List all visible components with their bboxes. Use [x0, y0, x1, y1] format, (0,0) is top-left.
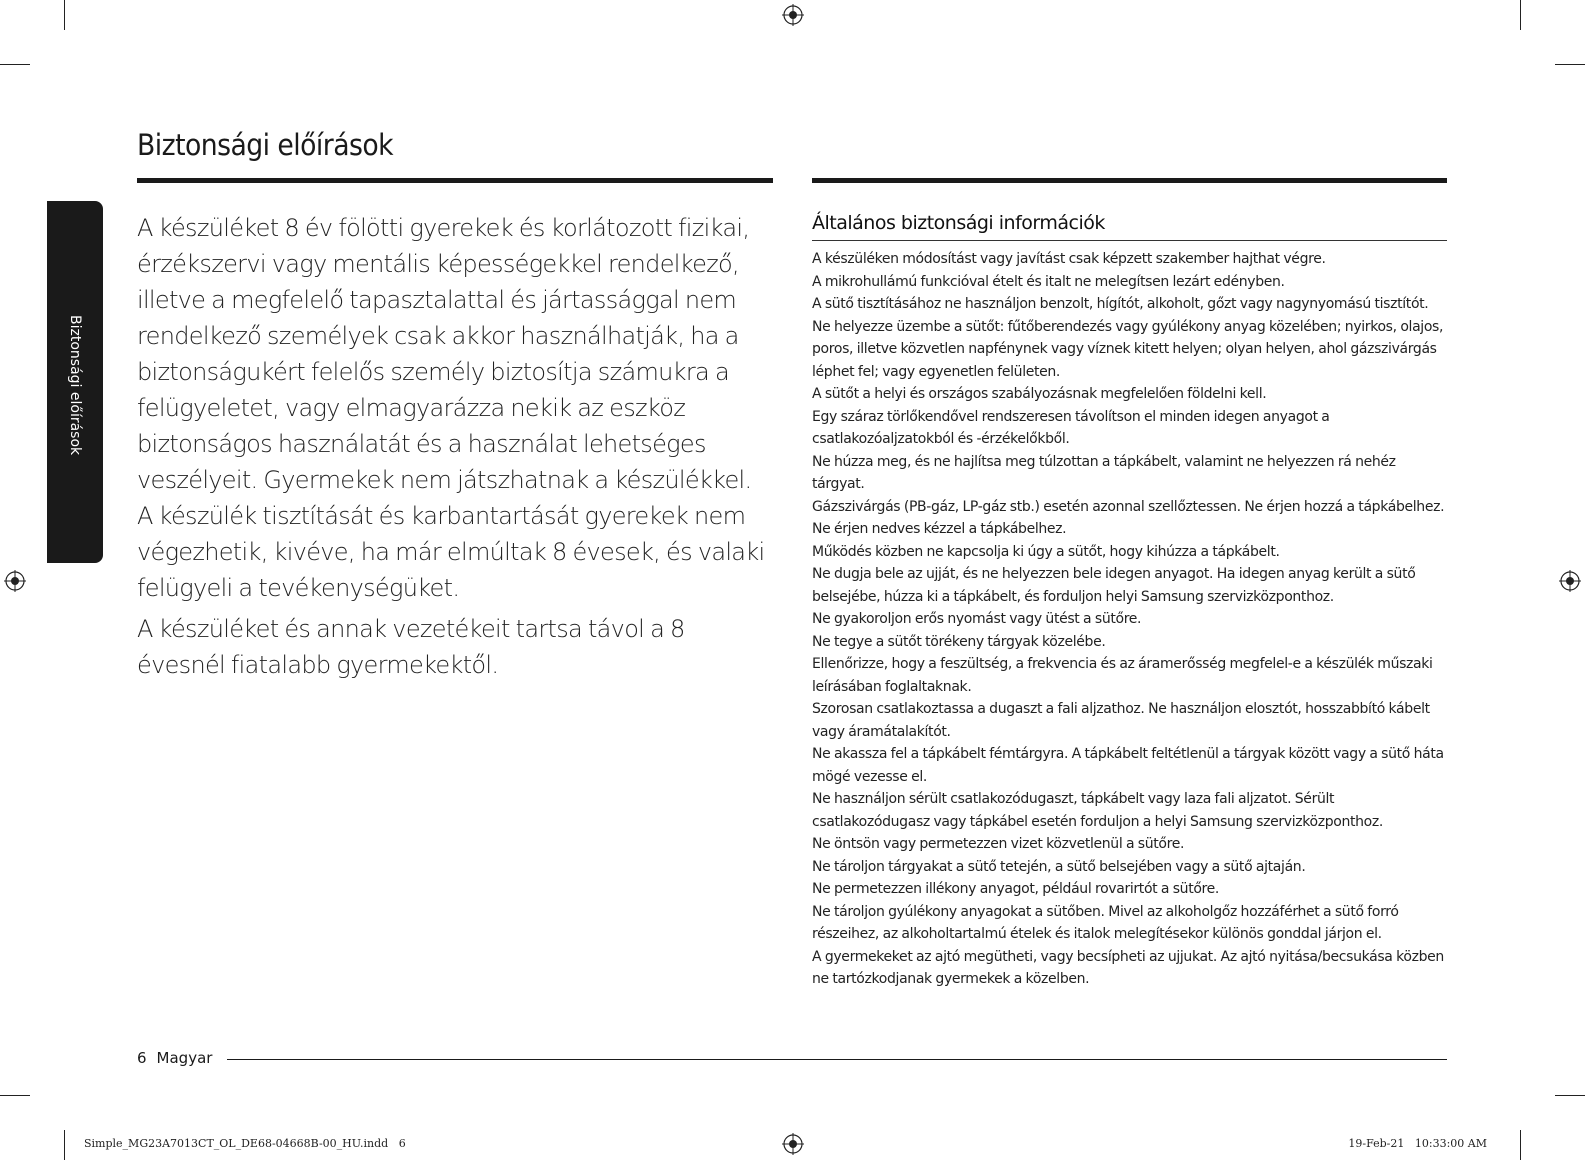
list-item: A sütőt a helyi és országos szabályozásnak megfelelően földelni kell.	[812, 386, 1267, 402]
title-rule-left	[137, 178, 773, 183]
list-item: Ne tároljon tárgyakat a sütő tetején, a sütő belsejében vagy a sütő ajtaján.	[812, 858, 1306, 875]
crop-mark	[1520, 1130, 1521, 1160]
crop-mark	[1555, 64, 1585, 65]
print-slug-file: Simple_MG23A7013CT_OL_DE68-04668B-00_HU.indd 6	[84, 1137, 406, 1150]
section-title: Általános biztonsági információk	[812, 212, 1447, 241]
list-item: Működés közben ne kapcsolja ki úgy a sütőt, hogy kihúzza a tápkábelt.	[812, 543, 1280, 560]
list-item: Ne gyakoroljon erős nyomást vagy ütést a sütőre.	[812, 611, 1142, 627]
list-item: Ne tegye a sütőt törékeny tárgyak közelébe.	[812, 633, 1106, 650]
list-item: Ne permetezzen illékony anyagot, például rovarirtót a sütőre.	[812, 881, 1220, 897]
left-column	[137, 210, 773, 688]
crop-mark	[0, 1095, 30, 1096]
registration-mark-icon	[782, 4, 804, 26]
registration-mark-icon	[1559, 570, 1581, 592]
intro-paragraph: A készüléket 8 év fölötti gyerekek és korlátozott fizikai, érzékszervi vagy mentális képességekkel rendelkező, illetve a megfelelő tapasztalattal és jártassággal nem rendelkező személyek csak akkor használhatják, ha a biztonságukért felelős személy biztosítja számukra a felügyeletet, vagy elmagyarázza nekik az eszköz biztonságos használatát és a használat lehetséges veszélyeit. Gyermekek nem játszhatnak a készülékkel. A készülék tisztítását és karbantartását gyerekek nem végezhetik, kivéve, ha már elmúltak 8 évesek, és valaki felügyeli a tevékenységüket.	[137, 214, 765, 602]
page-number: 6	[137, 1049, 147, 1067]
crop-mark	[0, 64, 30, 65]
print-slug-datetime: 19-Feb-21 10:33:00 AM	[1348, 1137, 1487, 1150]
title-rule-right	[812, 178, 1447, 183]
list-item: A sütő tisztításához ne használjon benzolt, hígítót, alkoholt, gőzt vagy nagynyomású tisztítót.	[812, 296, 1429, 312]
safety-list	[812, 248, 1447, 991]
list-item: Ne tároljon gyúlékony anyagokat a sütőben. Mivel az alkoholgőz hozzáférhet a sütő forró részeihez, az alkoholtartalmú ételek és italok melegítésekor különös gonddal járjon el.	[812, 903, 1399, 942]
list-item: Ne helyezze üzembe a sütőt: fűtőberendezés vagy gyúlékony anyag közelében; nyirkos, olajos, poros, illetve közvetlen napfénynek vagy víznek kitett helyen; olyan helyen, ahol gázszivárgás léphet fel; vagy egyenetlen felületen.	[812, 318, 1444, 380]
list-item: Ne akassza fel a tápkábelt fémtárgyra. A tápkábelt feltétlenül a tárgyak között vagy a sütő háta mögé vezesse el.	[812, 746, 1444, 785]
registration-mark-icon	[4, 570, 26, 592]
crop-mark	[64, 1130, 65, 1160]
list-item: Szorosan csatlakoztassa a dugaszt a fali aljzathoz. Ne használjon elosztót, hosszabbító kábelt vagy áramátalakítót.	[812, 701, 1430, 740]
crop-mark	[1520, 0, 1521, 30]
list-item: Ne érjen nedves kézzel a tápkábelhez.	[812, 521, 1067, 537]
list-item: Ellenőrizze, hogy a feszültség, a frekvencia és az áramerősség megfelel-e a készülék műszaki leírásában foglaltaknak.	[812, 656, 1433, 695]
list-item: Egy száraz törlőkendővel rendszeresen távolítson el minden idegen anyagot a csatlakozóaljzatokból és -érzékelőkből.	[812, 408, 1330, 447]
footer-rule	[227, 1059, 1447, 1060]
list-item: Ne öntsön vagy permetezzen vizet közvetlenül a sütőre.	[812, 836, 1185, 852]
list-item: A készüléken módosítást vagy javítást csak képzett szakember hajthat végre.	[812, 251, 1326, 267]
list-item: Ne dugja bele az ujját, és ne helyezzen bele idegen anyagot. Ha idegen anyag került a sütő belsejébe, húzza ki a tápkábelt, és forduljon helyi Samsung szervizközponthoz.	[812, 566, 1416, 605]
list-item: Ne húzza meg, és ne hajlítsa meg túlzottan a tápkábelt, valamint ne helyezzen rá nehéz tárgyat.	[812, 453, 1396, 492]
list-item: A gyermekeket az ajtó megütheti, vagy becsípheti az ujjukat. Az ajtó nyitása/becsukása közben ne tartózkodjanak gyermekek a közelben.	[812, 948, 1444, 987]
list-item: Ne használjon sérült csatlakozódugaszt, tápkábelt vagy laza fali aljzatot. Sérült csatlakozódugasz vagy tápkábel esetén forduljon a helyi Samsung szervizközponthoz.	[812, 791, 1383, 830]
side-tab-label: Biztonsági előírások	[67, 315, 83, 456]
crop-mark	[64, 0, 65, 30]
intro-paragraph: A készüléket és annak vezetékeit tartsa távol a 8 évesnél fiatalabb gyermekektől.	[137, 615, 685, 679]
right-column	[812, 212, 1447, 991]
crop-mark	[1555, 1095, 1585, 1096]
page-footer	[137, 1049, 212, 1067]
registration-mark-icon	[782, 1133, 804, 1155]
footer-language: Magyar	[156, 1049, 213, 1067]
list-item: Gázszivárgás (PB-gáz, LP-gáz stb.) esetén azonnal szellőztessen. Ne érjen hozzá a tápkábelhez.	[812, 498, 1445, 515]
list-item: A mikrohullámú funkcióval ételt és italt ne melegítsen lezárt edényben.	[812, 273, 1285, 290]
side-tab	[47, 201, 103, 563]
page-title: Biztonsági előírások	[137, 128, 394, 162]
